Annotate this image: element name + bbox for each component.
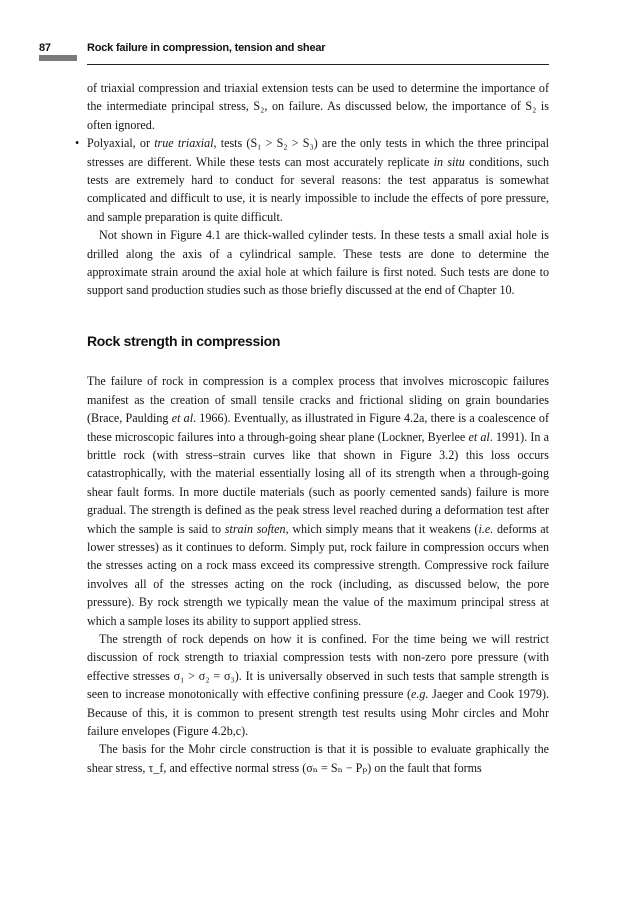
continuation-paragraph: of triaxial compression and triaxial extension tests can be used to determine the importance of the intermediate principal stress, S₂, on failure. As discussed below, the importance of S₂ is often ignored. [87,81,549,132]
failure-text-a: The failure of rock in compression is a complex process that involves microscopic failures manifest as the creation of small tensile cracks and frictional sliding on grain boundaries (Brace, Paulding [87,374,549,426]
bullet-text-c: , tests (S₁ > S₂ > S₃) are the only tests in which the three principal stresses are different. While these tests can most accurately replicate [87,136,549,169]
page-number: 87 [39,42,51,54]
header-accent-bar [39,55,77,61]
bullet-text-a: Polyaxial, or [87,136,155,151]
failure-term-strain-soften: strain soften [224,521,286,536]
bullet-term-true-triaxial: true triaxial [154,136,214,151]
failure-text-i: deforms at lower stresses) as it continues to deform. Simply put, rock failure in compression occurs when the stresses acting on a rock mass exceed its compressive strength. Compressive rock failure involves all of the stresses acting on the rock (including, as discussed below, the pore pressure). By rock strength we typically mean the value of the maximum principal stress at which a sample loses its ability to support applied stress. [87,521,549,628]
failure-text-e: . 1991). In a brittle rock (with stress–strain curves like that shown in Figure 3.2) this loss occurs catastrophically, with the material essentially losing all of its strength when a through-going shear fault forms. In more ductile materials (such as poorly cemented sands) failure is more gradual. The strength is defined as the peak stress level reached during a deformation test after which the sample is said to [87,429,549,536]
paragraph-failure [87,372,549,630]
header-rule [87,64,549,65]
strength-text-a: The strength of rock depends on how it is confined. For the time being we will restrict discussion of rock strength to triaxial compression tests with non-zero pore pressure (with effective stresses σ₁ > σ₂ = σ₃). It is universally observed in such tests that sample strength is seen to increase monotonically with effective confining pressure ( [87,631,549,702]
section-heading: Rock strength in compression [87,332,281,349]
failure-text-g: , which simply means that it weakens ( [285,521,479,536]
failure-ie: i.e. [478,521,494,536]
failure-et-al-1: et al [171,411,194,426]
bullet-item-polyaxial [75,134,550,226]
bullet-marker: • [75,136,80,151]
paragraph-thick-walled-cylinder: Not shown in Figure 4.1 are thick-walled cylinder tests. In these tests a small axial hole is drilled along the axis of a cylindrical sample. These tests are done to determine the approximate strain around the axial hole at which failure is first noted. Such tests are done to support sand production studies such as those briefly discussed at the end of Chapter 10. [87,228,549,298]
strength-text-c: Jaeger and Cook 1979). Because of this, it is common to present strength test results using Mohr circles and Mohr failure envelopes (Figure 4.2b,c). [87,687,549,738]
bullet-term-in-situ: in situ [433,154,465,169]
failure-et-al-2: et al [468,429,490,444]
paragraph-strength [87,630,549,740]
strength-eg: e.g. [411,687,429,702]
body-text [75,79,550,777]
paragraph-mohr-basis: The basis for the Mohr circle construction is that it is possible to evaluate graphically the shear stress, τ_f, and effective normal stress (σₙ = Sₙ − Pₚ) on the fault that forms [87,742,549,775]
running-title: Rock failure in compression, tension and shear [87,42,326,54]
failure-text-c: . 1966). Eventually, as illustrated in Figure 4.2a, there is a coalescence of these microscopic failures into a through-going shear plane (Lockner, Byerlee [87,411,549,444]
bullet-text-e: conditions, such tests are extremely hard to conduct for several reasons: the test apparatus is somewhat complicated and difficult to use, it is nearly impossible to include the effects of pore pressure, and sample preparation is quite difficult. [87,154,550,224]
